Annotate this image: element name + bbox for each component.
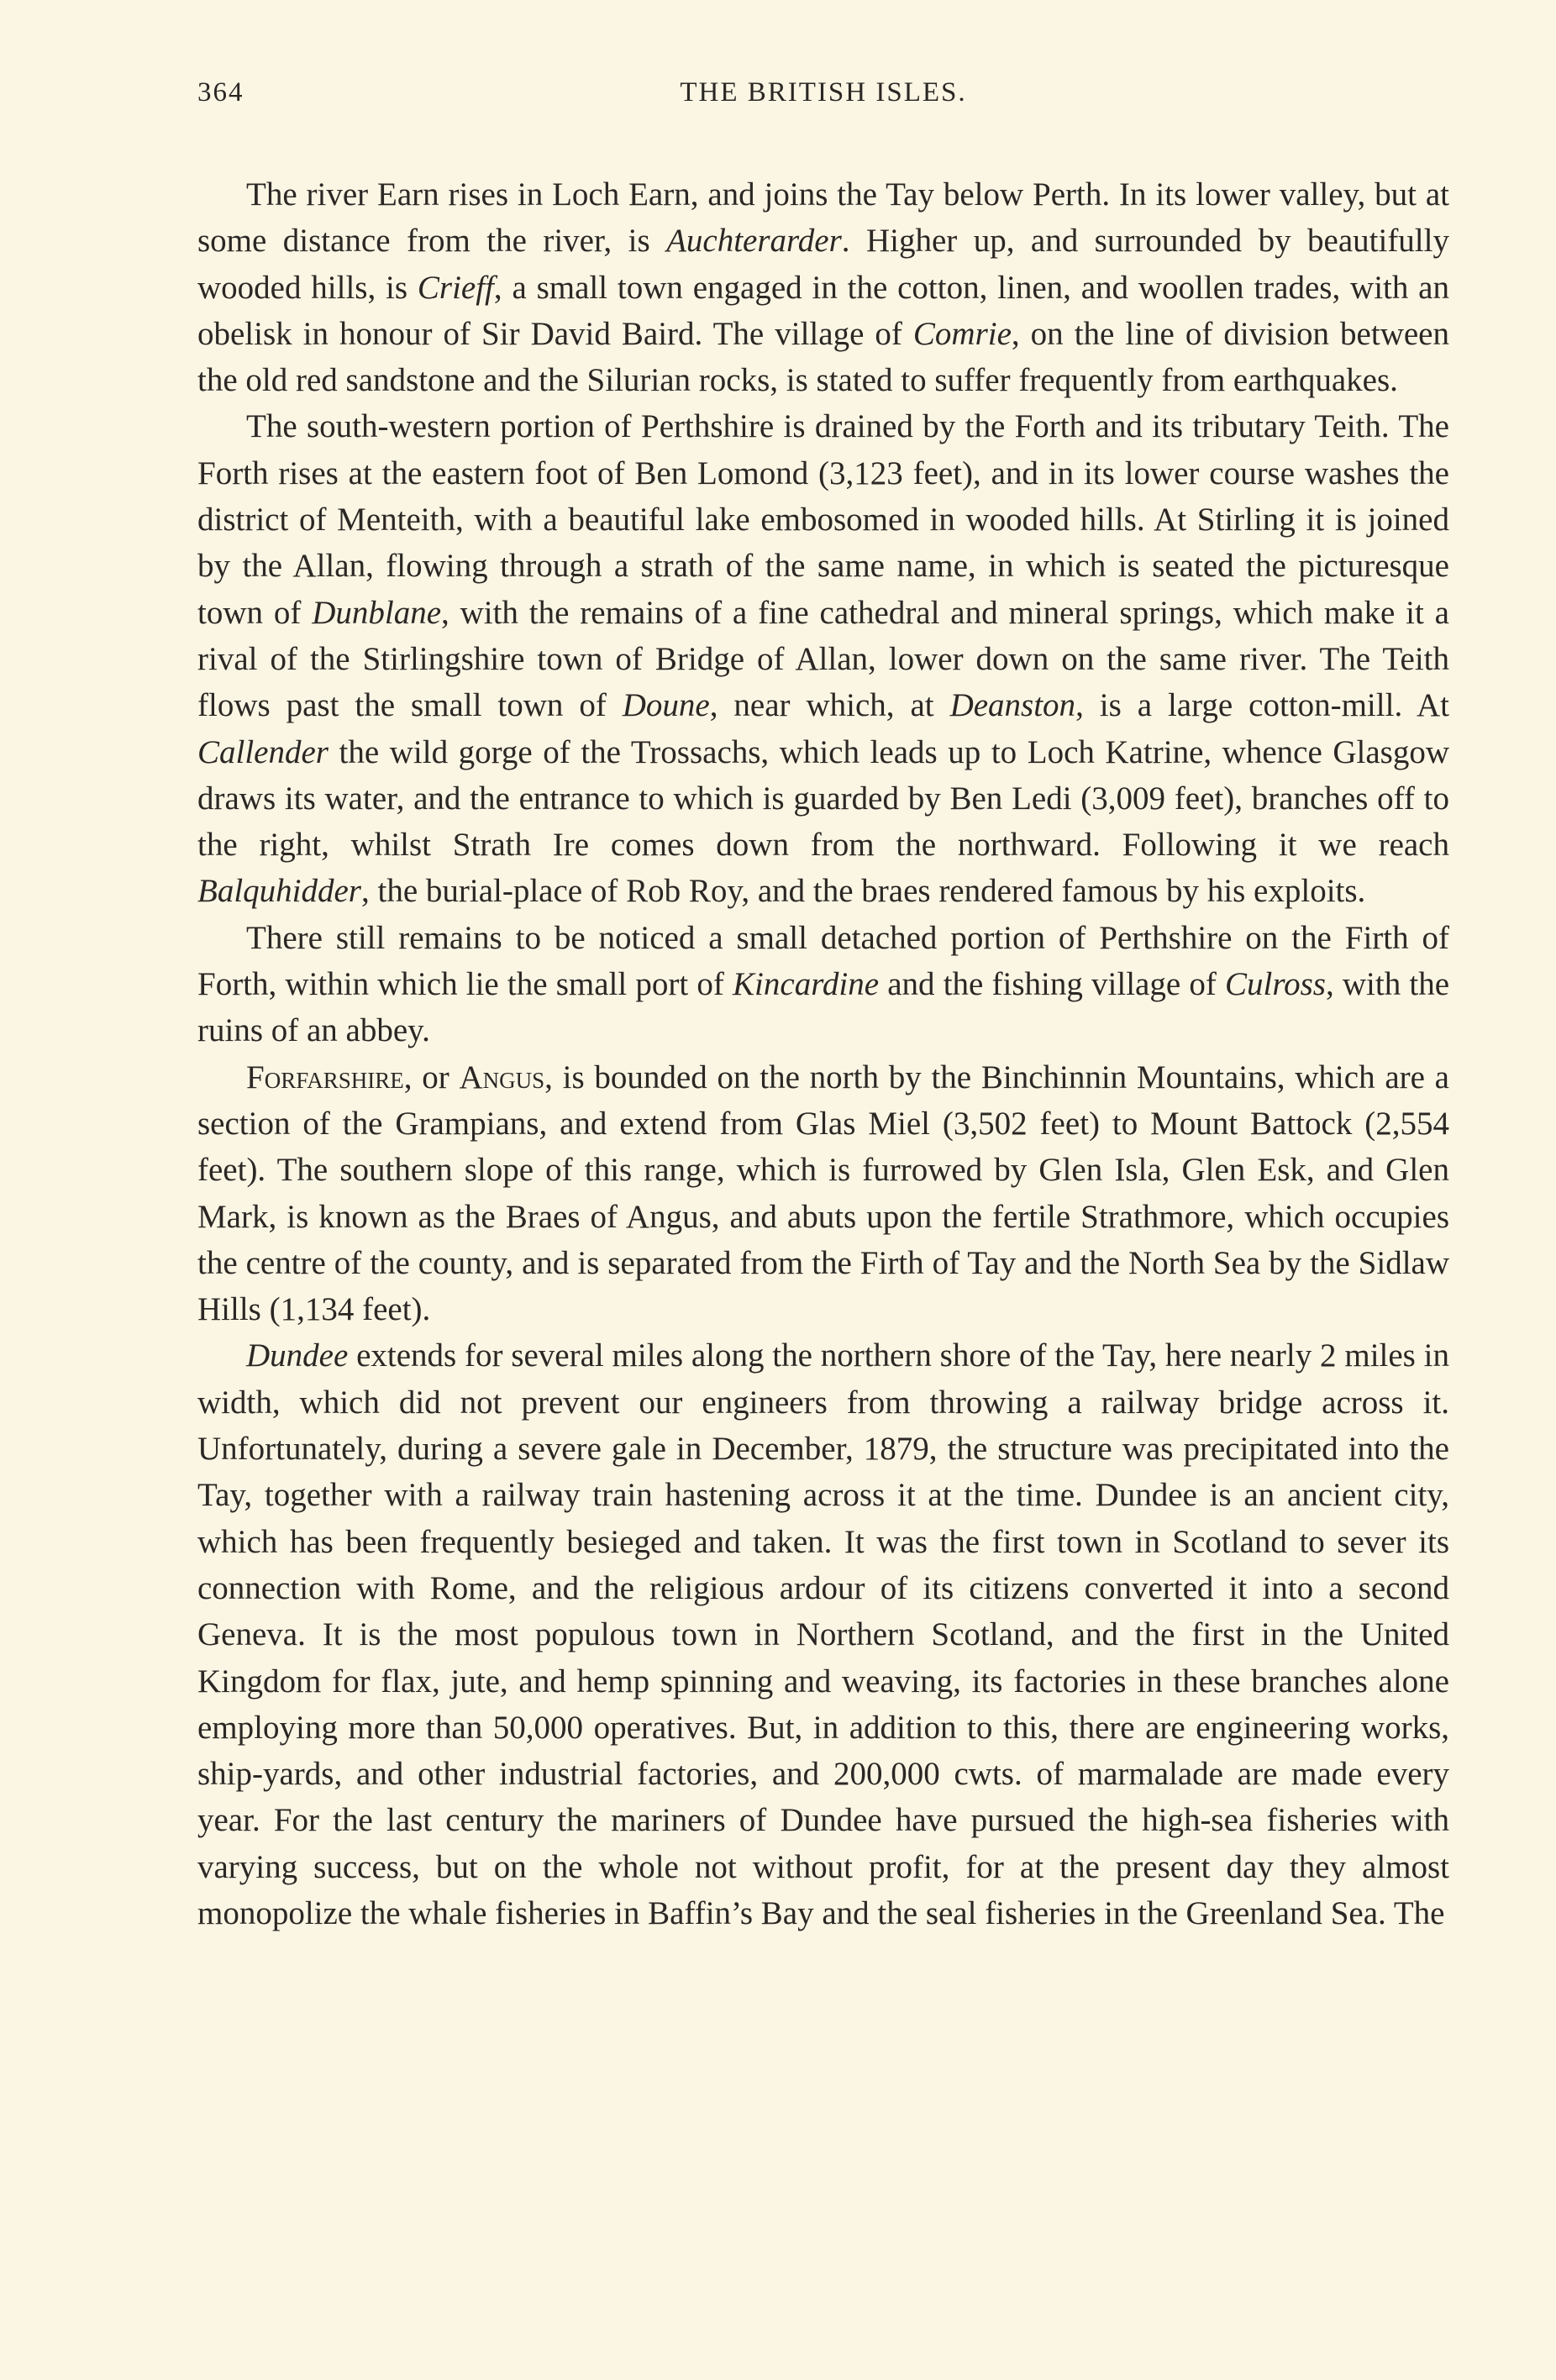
text-run: extends for several miles along the northern shore of the Tay, here nearly 2 miles in width, which did not prevent our engineers from throwing a railway bridge across it. Unfortunately, during a severe gale in December, 1879, the structure was precipitated into the Tay, together with a railway train hastening across it at the time. Dundee is an ancient city, which has been frequently besieged and taken. It was the first town in Scotland to sever its connection with Rome, and the religious ardour of its citizens converted it into a second Geneva. It is the most populous town in Northern Scotland, and the first in the United Kingdom for flax, jute, and hemp spinning and weaving, its factories in these branches alone employing more than 50,000 operatives. But, in addition to this, there are engineering works, ship-yards, and other industrial factories, and 200,000 cwts. of marmalade are made every year. For the last century the mariners of Dundee have pursued the high-sea fisheries with varying success, but on the whole not without profit, for at the present day they almost monopolize the whale fisheries in Baffin’s Bay and the seal fisheries in the Greenland Sea. The (197, 1337, 1449, 1931)
text-run: There still remains to be noticed a small detached portion of Perthshire on the Firth of Forth, within which lie the small port of (197, 919, 1449, 1003)
italic-place-name: Deanston (949, 687, 1076, 724)
paragraph-forfarshire (197, 1054, 1449, 1333)
text-run: The river Earn rises in Loch Earn, and joins the Tay below Perth. In its lower valley, but at some distance from the river, is (197, 176, 1449, 260)
running-head (197, 77, 1449, 128)
text-run: , near which, at (709, 687, 950, 724)
text-run: and the fishing village of (879, 966, 1225, 1003)
italic-place-name: Balquhidder (197, 873, 361, 910)
italic-place-name: Dundee (246, 1337, 349, 1374)
italic-place-name: Auchterarder (666, 223, 842, 260)
county-name: Angus (459, 1059, 545, 1095)
text-run: , the burial-place of Rob Roy, and the braes rendered famous by his exploits. (360, 873, 1366, 910)
running-title: THE BRITISH ISLES. (680, 77, 967, 108)
text-run: , on the line of division between the old red sandstone and the Silurian rocks, is stated to suffer frequently from earthquakes. (197, 315, 1449, 399)
page-number: 364 (197, 77, 244, 108)
italic-place-name: Doune (622, 687, 710, 724)
text-run: , is bounded on the north by the Binchinnin Mountains, which are a section of the Grampians, and extend from Glas Miel (3,502 feet) to Mount Battock (2,554 feet). The southern slope of this range, which is furrowed by Glen Isla, Glen Esk, and Glen Mark, is known as the Braes of Angus, and abuts upon the fertile Strathmore, which occupies the centre of the county, and is separated from the Firth of Tay and the North Sea by the Sidlaw Hills (1,134 feet). (197, 1059, 1449, 1328)
text-run: , or (403, 1059, 460, 1095)
italic-place-name: Crieff (417, 269, 494, 306)
text-run: The south-western portion of Perthshire is drained by the Forth and its tributary Teith. The Forth rises at the eastern foot of Ben Lomond (3,123 feet), and in its lower course washes the district of Menteith, with a beautiful lake embosomed in wooded hills. At Stirling it is joined by the Allan, flowing through a strath of the same name, in which is seated the picturesque town of (197, 408, 1449, 631)
book-page (197, 77, 1449, 1936)
italic-place-name: Culross (1225, 966, 1326, 1003)
paragraph-detached-portion (197, 915, 1449, 1054)
text-run: , is a large cotton-mill. At (1075, 687, 1449, 724)
text-run: , a small town engaged in the cotton, linen, and woollen trades, with an obelisk in honour of Sir David Baird. The village of (197, 269, 1449, 352)
italic-place-name: Callender (197, 733, 329, 770)
county-name: Forfarshire (246, 1059, 404, 1095)
body-text (197, 171, 1449, 1936)
text-run: the wild gorge of the Trossachs, which leads up to Loch Katrine, whence Glasgow draws its water, and the entrance to which is guarded by Ben Ledi (3,009 feet), branches off to the right, whilst Strath Ire comes down from the northward. Following it we reach (197, 733, 1449, 864)
paragraph-earn-valley (197, 171, 1449, 403)
paragraph-dundee (197, 1332, 1449, 1936)
italic-place-name: Dunblane (312, 594, 441, 631)
italic-place-name: Kincardine (733, 966, 880, 1003)
text-run: , with the ruins of an abbey. (197, 966, 1450, 1049)
text-run: , with the remains of a fine cathedral and mineral springs, which make it a rival of the Stirlingshire town of Bridge of Allan, lower down on the same river. The Teith flows past the small town of (197, 594, 1449, 724)
text-run: . Higher up, and surrounded by beautifully wooded hills, is (197, 223, 1449, 306)
paragraph-forth-teith (197, 403, 1449, 914)
italic-place-name: Comrie (912, 315, 1012, 352)
